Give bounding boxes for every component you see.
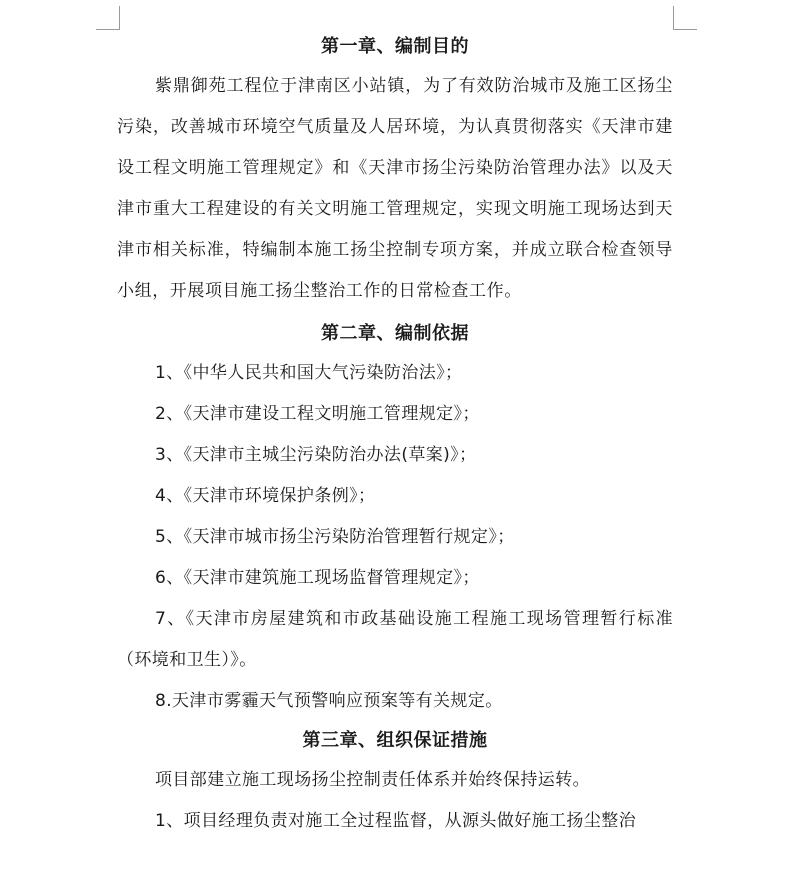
section-1-paragraph: 紫鼎御苑工程位于津南区小站镇，为了有效防治城市及施工区扬尘污染，改善城市环境空气质量及人居环境，为认真贯彻落实《天津市建设工程文明施工管理规定》和《天津市扬尘污染防治管理办法》以及天津市重大工程建设的有关文明施工管理规定，实现文明施工现场达到天津市相关标准，特编制本施工扬尘控制专项方案，并成立联合检查领导小组，开展项目施工扬尘整治工作的日常检查工作。 — [117, 76, 673, 301]
basis-item-8: 8.天津市雾霾天气预警响应预案等有关规定。 — [155, 691, 503, 711]
section-2-heading: 第二章、编制依据 — [321, 323, 469, 344]
basis-item-3: 3、《天津市主城尘污染防治办法(草案)》； — [155, 445, 477, 465]
basis-item-6: 6、《天津市建筑施工现场监督管理规定》； — [155, 568, 480, 588]
document-page — [117, 28, 673, 842]
crop-mark-top-left — [96, 6, 120, 30]
basis-item-5: 5、《天津市城市扬尘污染防治管理暂行规定》； — [155, 527, 515, 547]
basis-item-1: 1、《中华人民共和国大气污染防治法》； — [155, 363, 463, 383]
section-1-heading: 第一章、编制目的 — [321, 36, 469, 57]
basis-list — [117, 353, 673, 722]
basis-item-7: 7、《天津市房屋建筑和市政基础设施工程施工现场管理暂行标准（环境和卫生）》。 — [117, 609, 673, 670]
basis-item-4: 4、《天津市环境保护条例》； — [155, 486, 376, 506]
section-3-intro: 项目部建立施工现场扬尘控制责任体系并始终保持运转。 — [155, 770, 590, 790]
section-3-item-1: 1、项目经理负责对施工全过程监督，从源头做好施工扬尘整治 — [155, 811, 637, 831]
crop-mark-top-right — [673, 6, 697, 30]
section-3-heading: 第三章、组织保证措施 — [302, 730, 488, 751]
basis-item-2: 2、《天津市建设工程文明施工管理规定》； — [155, 404, 480, 424]
